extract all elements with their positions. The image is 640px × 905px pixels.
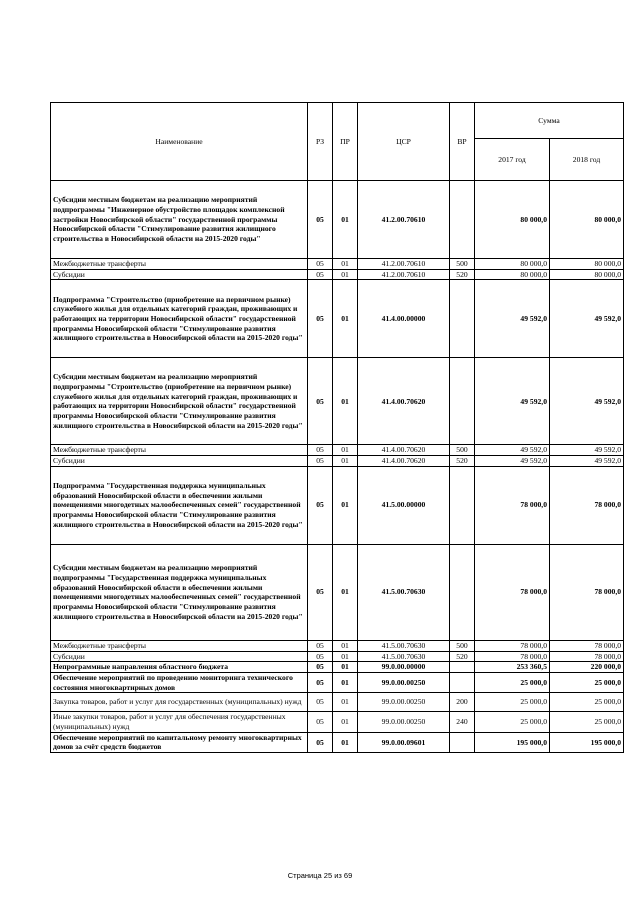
table-row [51,445,624,456]
cell-pr: 01 [333,181,358,259]
table-header-row [51,103,624,139]
cell-sum-2017: 253 360,5 [475,662,550,673]
cell-rz: 05 [308,662,333,673]
header-csr: ЦСР [358,103,450,181]
cell-vr: 240 [450,712,475,732]
cell-vr: 200 [450,693,475,712]
cell-sum-2017: 80 000,0 [475,181,550,259]
budget-table [50,102,624,753]
table-row [51,466,624,544]
cell-csr: 41.5.00.70630 [358,544,450,640]
cell-sum-2017: 49 592,0 [475,445,550,456]
cell-sum-2017: 195 000,0 [475,732,550,752]
cell-sum-2018: 25 000,0 [550,712,624,732]
cell-sum-2017: 25 000,0 [475,693,550,712]
cell-csr: 41.2.00.70610 [358,259,450,270]
cell-name: Межбюджетные трансферты [51,640,308,651]
cell-sum-2018: 195 000,0 [550,732,624,752]
cell-rz: 05 [308,640,333,651]
cell-pr: 01 [333,466,358,544]
table-row [51,181,624,259]
cell-rz: 05 [308,712,333,732]
cell-sum-2017: 49 592,0 [475,280,550,358]
cell-sum-2018: 80 000,0 [550,269,624,280]
cell-sum-2018: 220 000,0 [550,662,624,673]
table-row [51,693,624,712]
header-sum: Сумма [475,103,624,139]
cell-pr: 01 [333,456,358,467]
cell-vr [450,662,475,673]
header-rz: РЗ [308,103,333,181]
table-row [51,259,624,270]
cell-pr: 01 [333,259,358,270]
cell-name: Субсидии местным бюджетам на реализацию мероприятий подпрограммы "Государственная поддержка муниципальных образований Новосибирской области в обеспечении жилыми помещениями многодетных малообеспеченных семей" государственной программы Новосибирской области "Стимулирование развития жилищного строительства в Новосибирской области на 2015-2020 годы" [51,544,308,640]
cell-vr: 520 [450,651,475,662]
cell-csr: 99.0.00.00000 [358,662,450,673]
cell-name: Межбюджетные трансферты [51,445,308,456]
cell-name: Субсидии [51,651,308,662]
cell-csr: 41.4.00.70620 [358,456,450,467]
cell-sum-2018: 78 000,0 [550,466,624,544]
cell-rz: 05 [308,259,333,270]
cell-csr: 99.0.00.00250 [358,693,450,712]
table-row [51,651,624,662]
cell-name: Иные закупки товаров, работ и услуг для обеспечения государственных (муниципальных) нужд [51,712,308,732]
cell-csr: 41.5.00.00000 [358,466,450,544]
cell-vr [450,181,475,259]
cell-name: Субсидии местным бюджетам на реализацию мероприятий подпрограммы "Строительство (приобретение на первичном рынке) служебного жилья для отдельных категорий граждан, проживающих и работающих на территории Новосибирской области" государственной программы Новосибирской области "Стимулирование развития жилищного строительства в Новосибирской области на 2015-2020 годы" [51,358,308,445]
cell-name: Подпрограмма "Государственная поддержка муниципальных образований Новосибирской области в обеспечении жилыми помещениями многодетных малообеспеченных семей" государственной программы Новосибирской области "Стимулирование развития жилищного строительства в Новосибирской области на 2015-2020 годы" [51,466,308,544]
cell-pr: 01 [333,693,358,712]
cell-vr [450,466,475,544]
cell-csr: 41.4.00.70620 [358,445,450,456]
cell-vr [450,732,475,752]
cell-rz: 05 [308,280,333,358]
header-year-2017: 2017 год [475,139,550,181]
cell-csr: 41.2.00.70610 [358,269,450,280]
cell-csr: 41.4.00.70620 [358,358,450,445]
cell-sum-2018: 25 000,0 [550,693,624,712]
header-year-2018: 2018 год [550,139,624,181]
cell-sum-2018: 49 592,0 [550,358,624,445]
cell-rz: 05 [308,456,333,467]
table-row [51,269,624,280]
cell-sum-2018: 80 000,0 [550,181,624,259]
cell-rz: 05 [308,672,333,692]
cell-pr: 01 [333,662,358,673]
header-pr: ПР [333,103,358,181]
cell-sum-2018: 25 000,0 [550,672,624,692]
header-name: Наименование [51,103,308,181]
cell-sum-2017: 25 000,0 [475,712,550,732]
cell-csr: 99.0.00.00250 [358,672,450,692]
cell-name: Субсидии местным бюджетам на реализацию мероприятий подпрограммы "Инженерное обустройство площадок комплексной застройки Новосибирской области" государственной программы Новосибирской области "Стимулирование развития жилищного строительства в Новосибирской области на 2015-2020 годы" [51,181,308,259]
cell-vr: 500 [450,640,475,651]
table-row [51,662,624,673]
cell-vr [450,544,475,640]
cell-sum-2018: 78 000,0 [550,544,624,640]
table-row [51,640,624,651]
cell-rz: 05 [308,693,333,712]
cell-rz: 05 [308,651,333,662]
cell-rz: 05 [308,181,333,259]
cell-pr: 01 [333,712,358,732]
cell-pr: 01 [333,640,358,651]
cell-rz: 05 [308,466,333,544]
cell-pr: 01 [333,732,358,752]
cell-rz: 05 [308,732,333,752]
cell-pr: 01 [333,651,358,662]
cell-pr: 01 [333,358,358,445]
table-row [51,732,624,752]
cell-pr: 01 [333,445,358,456]
cell-name: Субсидии [51,456,308,467]
cell-vr [450,358,475,445]
cell-sum-2018: 49 592,0 [550,456,624,467]
cell-pr: 01 [333,269,358,280]
cell-csr: 99.0.00.09601 [358,732,450,752]
table-row [51,358,624,445]
table-row [51,280,624,358]
cell-name: Подпрограмма "Строительство (приобретение на первичном рынке) служебного жилья для отдельных категорий граждан, проживающих и работающих на территории Новосибирской области" государственной программы Новосибирской области "Стимулирование развития жилищного строительства в Новосибирской области на 2015-2020 годы" [51,280,308,358]
cell-name: Субсидии [51,269,308,280]
table-row [51,672,624,692]
cell-name: Межбюджетные трансферты [51,259,308,270]
cell-sum-2017: 78 000,0 [475,544,550,640]
header-vr: ВР [450,103,475,181]
cell-sum-2017: 78 000,0 [475,651,550,662]
cell-vr: 520 [450,269,475,280]
cell-sum-2017: 78 000,0 [475,466,550,544]
cell-csr: 41.4.00.00000 [358,280,450,358]
cell-sum-2017: 78 000,0 [475,640,550,651]
cell-csr: 41.5.00.70630 [358,651,450,662]
cell-name: Обеспечение мероприятий по капитальному ремонту многоквартирных домов за счёт средств бюджетов [51,732,308,752]
table-row [51,712,624,732]
cell-sum-2017: 25 000,0 [475,672,550,692]
cell-sum-2018: 49 592,0 [550,280,624,358]
cell-vr: 500 [450,445,475,456]
cell-name: Обеспечение мероприятий по проведению мониторинга технического состояния многоквартирных домов [51,672,308,692]
cell-rz: 05 [308,445,333,456]
cell-rz: 05 [308,544,333,640]
page-number: Страница 25 из 69 [287,871,353,880]
cell-rz: 05 [308,269,333,280]
cell-vr [450,672,475,692]
cell-pr: 01 [333,544,358,640]
cell-sum-2017: 49 592,0 [475,456,550,467]
cell-csr: 41.2.00.70610 [358,181,450,259]
cell-sum-2018: 80 000,0 [550,259,624,270]
cell-sum-2017: 80 000,0 [475,259,550,270]
cell-vr: 500 [450,259,475,270]
table-row [51,456,624,467]
cell-pr: 01 [333,672,358,692]
cell-name: Закупка товаров, работ и услуг для государственных (муниципальных) нужд [51,693,308,712]
cell-sum-2017: 49 592,0 [475,358,550,445]
cell-csr: 99.0.00.00250 [358,712,450,732]
cell-sum-2018: 78 000,0 [550,640,624,651]
cell-pr: 01 [333,280,358,358]
cell-sum-2017: 80 000,0 [475,269,550,280]
cell-rz: 05 [308,358,333,445]
cell-sum-2018: 49 592,0 [550,445,624,456]
cell-vr [450,280,475,358]
cell-name: Непрограммные направления областного бюджета [51,662,308,673]
table-row [51,544,624,640]
cell-csr: 41.5.00.70630 [358,640,450,651]
cell-vr: 520 [450,456,475,467]
cell-sum-2018: 78 000,0 [550,651,624,662]
